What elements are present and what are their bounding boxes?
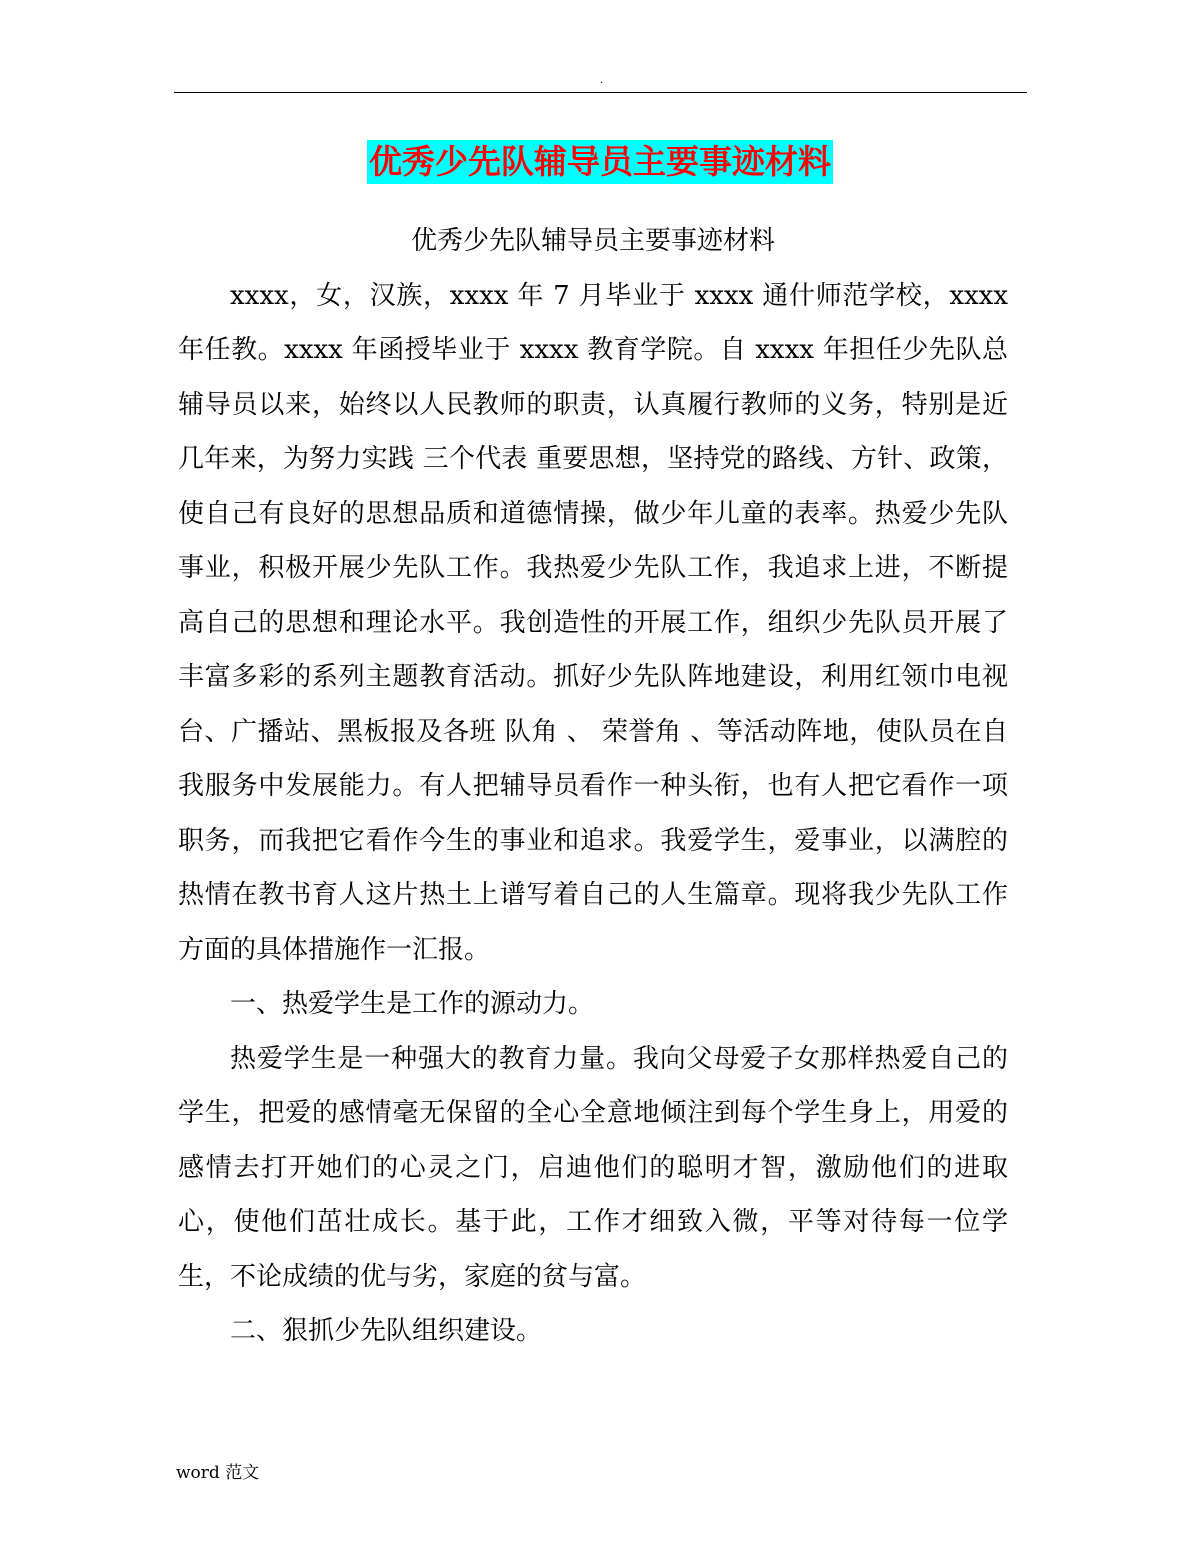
document-title — [0, 140, 1200, 184]
section-heading-two: 二、狠抓少先队组织建设。 — [230, 1316, 543, 1346]
document-title-text: 优秀少先队辅导员主要事迹材料 — [367, 140, 833, 184]
footer-label: word 范文 — [176, 1463, 260, 1483]
header-rule — [174, 92, 1027, 93]
paragraph-intro: xxxx，女，汉族，xxxx 年 7 月毕业于 xxxx 通什师范学校，xxxx 年任教。xxxx 年函授毕业于 xxxx 教育学院。自 xxxx 年担任少先队总辅导员以来，始终以人民教师的职责，认真履行教师的义务，特别是近几年来，为努力实践 三个代表 重要思想，坚持党的路线、方针、政策，使自己有良好的思想品质和道德情操，做少年儿童的表率。热爱少先队事业，积极开展少先队工作。我热爱少先队工作，我追求上进，不断提高自己的思想和理论水平。我创造性的开展工作，组织少先队员开展了丰富多彩的系列主题教育活动。抓好少先队阵地建设，利用红领巾电视台、广播站、黑板报及各班 队角 、 荣誉角 、等活动阵地，使队员在自我服务中发展能力。有人把辅导员看作一种头衔，也有人把它看作一项职务，而我把它看作今生的事业和追求。我爱学生，爱事业，以满腔的热情在教书育人这片热土上谱写着自己的人生篇章。现将我少先队工作方面的具体措施作一汇报。 — [178, 280, 1008, 965]
document-subtitle: 优秀少先队辅导员主要事迹材料 — [410, 226, 775, 256]
paragraph-section-one: 热爱学生是一种强大的教育力量。我向父母爱子女那样热爱自己的学生，把爱的感情毫无保留的全心全意地倾注到每个学生身上，用爱的感情去打开她们的心灵之门，启迪他们的聪明才智，激励他们的进取心，使他们茁壮成长。基于此，工作才细致入微，平等对待每一位学生，不论成绩的优与劣，家庭的贫与富。 — [178, 1043, 1008, 1292]
document-body — [178, 214, 1008, 1359]
header-dot: . — [600, 75, 604, 86]
section-heading-one: 一、热爱学生是工作的源动力。 — [230, 989, 595, 1019]
